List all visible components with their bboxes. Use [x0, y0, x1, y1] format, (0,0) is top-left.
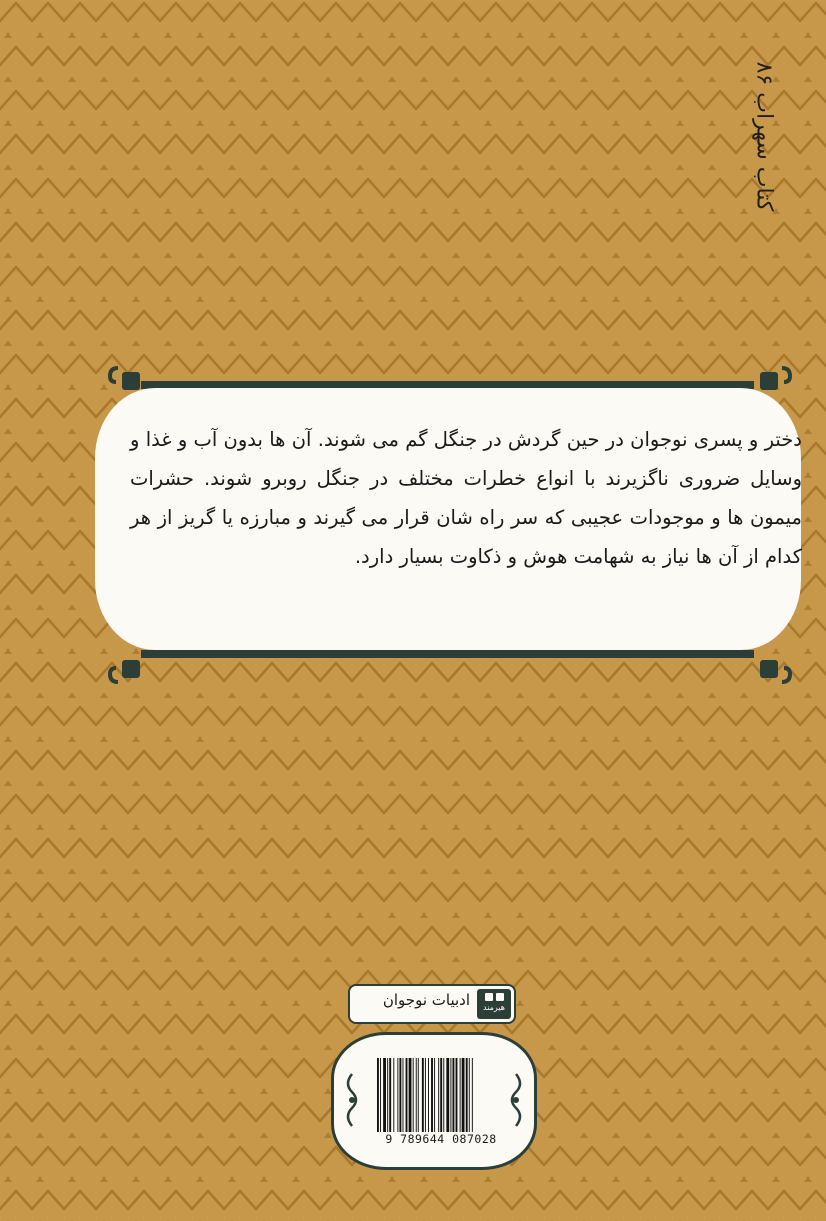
frame-bottom-line — [141, 650, 754, 658]
isbn-number: 9 789644 087028 — [385, 1132, 497, 1146]
barcode-icon — [377, 1058, 505, 1132]
series-label: کتاب سهراب ۸۶ — [751, 61, 777, 211]
publisher-logo-text: هیرمند — [483, 1003, 505, 1012]
publisher-tag — [348, 984, 516, 1024]
category-label: ادبیات نوجوان — [382, 991, 470, 1009]
corner-ornament-bottom-left-icon — [104, 646, 148, 690]
publisher-logo-icon — [477, 989, 511, 1019]
flourish-left-icon — [342, 1070, 362, 1130]
blurb-text: دختر و پسری نوجوان در حین گردش در جنگل گم می شوند. آن ها بدون آب و غذا و وسایل ضروری ناگزیرند با انواع خطرات مختلف در جنگل روبرو شوند. حشرات میمون ها و موجودات عجیبی که سر راه شان قرار می گیرند و مبارزه یا گریز از هر کدام از آن ها نیاز به شهامت هوش و ذکاوت بسیار دارد. — [130, 428, 802, 568]
corner-ornament-bottom-right-icon — [752, 646, 796, 690]
flourish-right-icon — [506, 1070, 526, 1130]
